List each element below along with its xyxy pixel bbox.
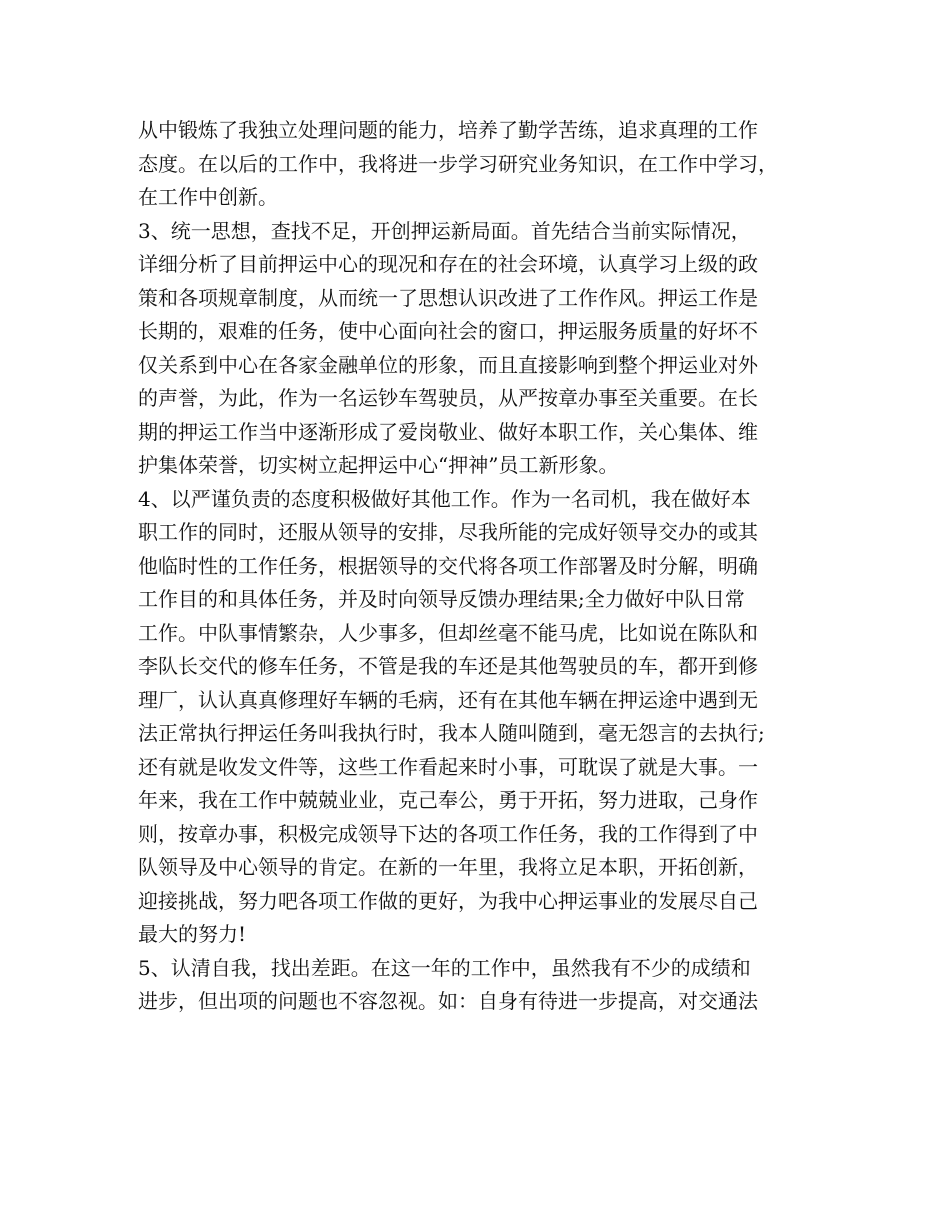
text-line: 仅关系到中心在各家金融单位的形象，而且直接影响到整个押运业对外 — [138, 352, 758, 377]
text-line: 年来，我在工作中兢兢业业，克己奉公，勇于开拓，努力进取，己身作 — [138, 788, 758, 812]
text-line: 在工作中创新。 — [138, 185, 278, 209]
text-line: 职工作的同时，还服从领导的安排，尽我所能的完成好领导交办的或其 — [138, 520, 758, 544]
text-line: 李队长交代的修车任务，不管是我的车还是其他驾驶员的车，都开到修 — [138, 654, 758, 678]
text-line: 法正常执行押运任务叫我执行时，我本人随叫随到，毫无怨言的去执行; — [138, 721, 765, 745]
text-line: 期的押运工作当中逐渐形成了爱岗敬业、做好本职工作，关心集体、维 — [138, 419, 758, 444]
text-line: 策和各项规章制度，从而统一了思想认识改进了工作作风。押运工作是 — [138, 285, 758, 310]
document-body — [138, 114, 838, 1019]
text-line: 最大的努力! — [138, 922, 247, 946]
text-line: 工作目的和具体任务，并及时向领导反馈办理结果;全力做好中队日常 — [138, 587, 745, 611]
text-line: 进步，但出项的问题也不容忽视。如：自身有待进一步提高，对交通法 — [138, 989, 758, 1013]
text-line: 护集体荣誉，切实树立起押运中心“押神”员工新形象。 — [138, 453, 619, 477]
text-line: 还有就是收发文件等，这些工作看起来时小事，可耽误了就是大事。一 — [138, 754, 758, 779]
text-line: 迎接挑战，努力吧各项工作做的更好，为我中心押运事业的发展尽自己 — [138, 888, 758, 913]
text-line: 态度。在以后的工作中，我将进一步学习研究业务知识，在工作中学习， — [138, 151, 778, 176]
text-line: 则，按章办事，积极完成领导下达的各项工作任务，我的工作得到了中 — [138, 821, 758, 846]
text-line: 3、统一思想，查找不足，开创押运新局面。首先结合当前实际情况， — [138, 218, 751, 243]
text-line: 他临时性的工作任务，根据领导的交代将各项工作部署及时分解，明确 — [138, 553, 758, 578]
text-line: 的声誉，为此，作为一名运钞车驾驶员，从严按章办事至关重要。在长 — [138, 386, 758, 410]
text-line: 工作。中队事情繁杂，人少事多，但却丝毫不能马虎，比如说在陈队和 — [138, 620, 758, 645]
text-line: 长期的，艰难的任务，使中心面向社会的窗口，押运服务质量的好坏不 — [138, 319, 758, 343]
text-line: 从中锻炼了我独立处理问题的能力，培养了勤学苦练，追求真理的工作 — [138, 118, 758, 142]
text-line: 5、认清自我，找出差距。在这一年的工作中，虽然我有不少的成绩和 — [138, 955, 751, 980]
text-line: 详细分析了目前押运中心的现况和存在的社会环境，认真学习上级的政 — [138, 252, 758, 276]
text-line: 队领导及中心领导的肯定。在新的一年里，我将立足本职，开拓创新， — [138, 855, 758, 879]
text-line: 4、以严谨负责的态度积极做好其他工作。作为一名司机，我在做好本 — [138, 486, 751, 511]
text-line: 理厂，认认真真修理好车辆的毛病，还有在其他车辆在押运途中遇到无 — [138, 687, 758, 712]
